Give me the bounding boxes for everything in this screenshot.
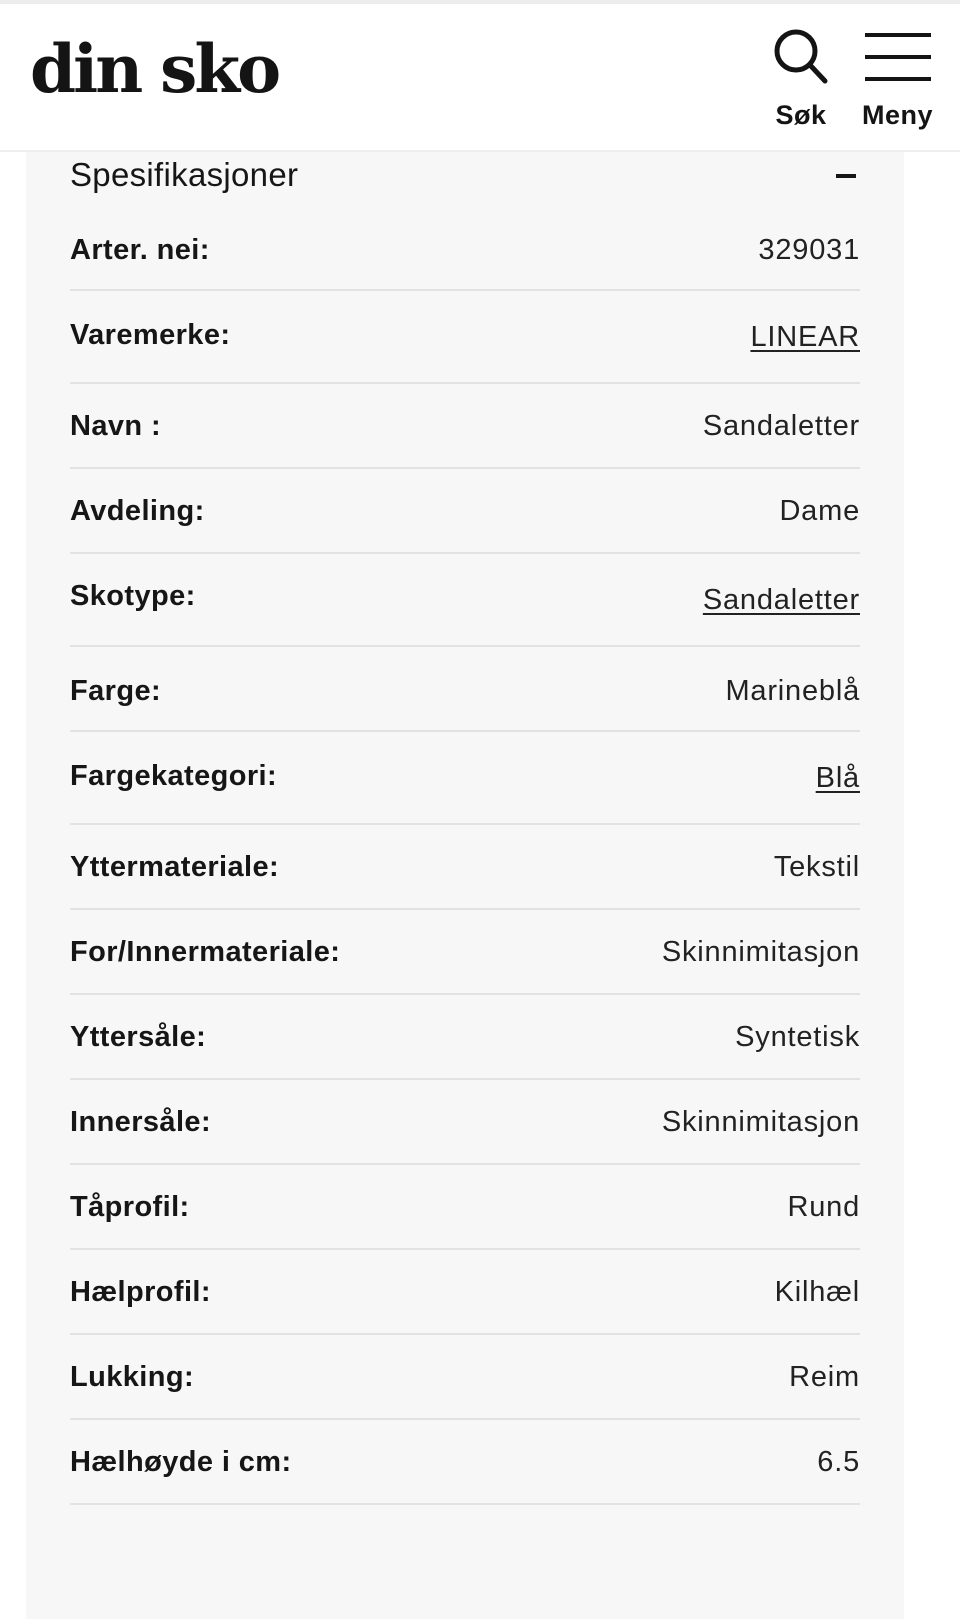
spec-key: Lukking: (70, 1361, 195, 1393)
spec-row (70, 554, 860, 647)
spec-value: Skinnimitasjon (661, 936, 860, 968)
search-label: Søk (775, 100, 827, 130)
spec-key: For/Innermateriale: (70, 936, 341, 968)
menu-label: Meny (862, 100, 934, 130)
spec-row (70, 995, 860, 1080)
specifications-list (70, 206, 860, 1505)
spec-row (70, 732, 860, 825)
spec-row (70, 384, 860, 469)
specifications-title: Spesifikasjoner (70, 156, 299, 193)
spec-key: Arter. nei: (70, 234, 210, 266)
spec-row (70, 647, 860, 732)
spec-key: Fargekategori: (70, 760, 278, 792)
spec-row (70, 825, 860, 910)
spec-key: Avdeling: (70, 495, 205, 527)
spec-row (70, 291, 860, 384)
spec-row (70, 1420, 860, 1505)
spec-row (70, 206, 860, 291)
spec-value: Marineblå (725, 675, 860, 707)
spec-key: Farge: (70, 675, 162, 707)
minus-icon[interactable] (836, 174, 856, 178)
spec-key: Hælprofil: (70, 1276, 211, 1308)
spec-value: Reim (789, 1361, 860, 1393)
spec-value: Kilhæl (774, 1276, 860, 1308)
search-button[interactable] (772, 22, 830, 131)
spec-row (70, 1335, 860, 1420)
spec-value: 6.5 (817, 1446, 860, 1478)
spec-row (70, 1250, 860, 1335)
spec-value: Tekstil (773, 851, 860, 883)
spec-key: Yttermateriale: (70, 851, 280, 883)
spec-key: Tåprofil: (70, 1191, 190, 1223)
spec-row (70, 469, 860, 554)
spec-key: Varemerke: (70, 319, 231, 351)
din-sko-logo[interactable]: din sko (30, 30, 279, 108)
spec-value-link[interactable]: Sandaletter (702, 584, 860, 616)
spec-key: Hælhøyde i cm: (70, 1446, 292, 1478)
spec-row (70, 910, 860, 995)
spec-value: Sandaletter (702, 410, 860, 442)
site-header (0, 0, 960, 152)
specifications-header[interactable] (70, 152, 860, 202)
spec-key: Innersåle: (70, 1106, 211, 1138)
menu-button[interactable] (862, 22, 933, 131)
spec-value: Skinnimitasjon (661, 1106, 860, 1138)
spec-value: Syntetisk (735, 1021, 860, 1053)
hamburger-menu-icon (865, 22, 931, 92)
specifications-panel (26, 152, 904, 1619)
spec-key: Skotype: (70, 580, 196, 612)
spec-row (70, 1080, 860, 1165)
search-icon (772, 22, 830, 92)
spec-key: Navn : (70, 410, 162, 442)
spec-value-link[interactable]: LINEAR (750, 321, 860, 353)
spec-value: 329031 (758, 234, 860, 266)
spec-value-link[interactable]: Blå (815, 762, 860, 794)
spec-row (70, 1165, 860, 1250)
spec-key: Yttersåle: (70, 1021, 207, 1053)
spec-value: Rund (787, 1191, 860, 1223)
spec-value: Dame (779, 495, 860, 527)
